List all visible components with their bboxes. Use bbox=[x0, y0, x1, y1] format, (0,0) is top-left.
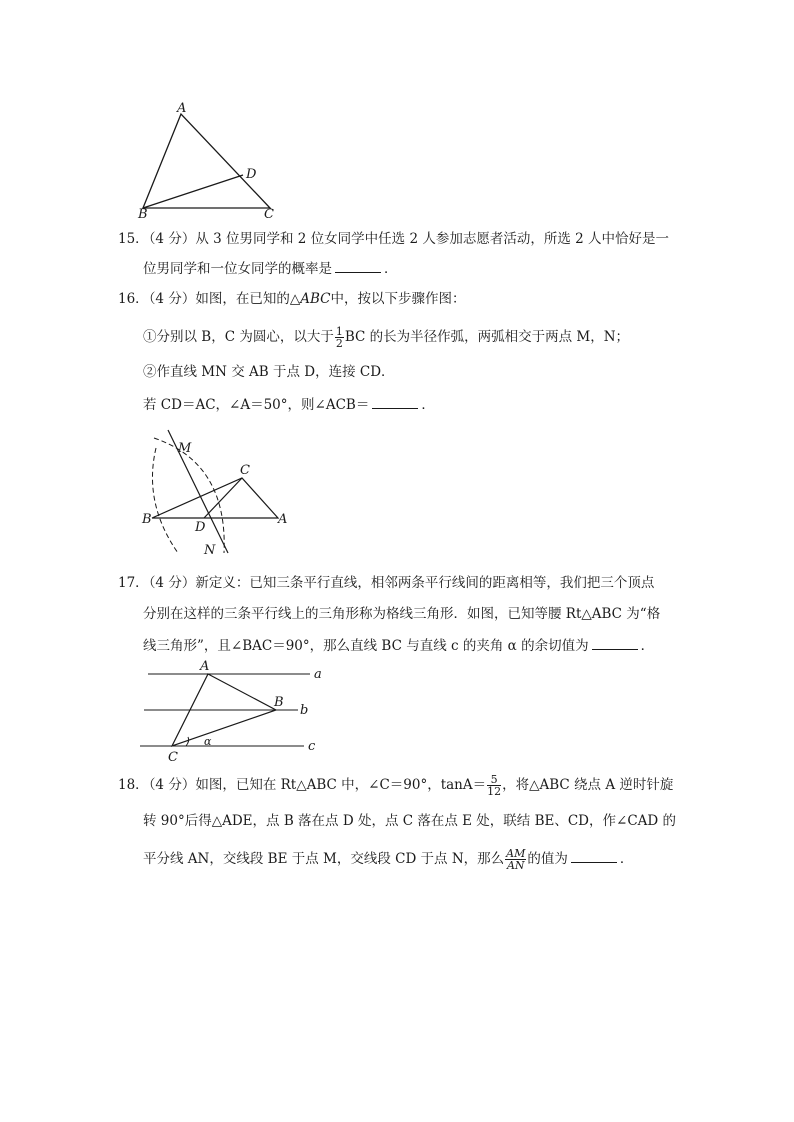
q15-line1 bbox=[118, 230, 669, 248]
q18-tan-fraction bbox=[487, 774, 501, 797]
label-a: A bbox=[200, 659, 210, 674]
label-m: M bbox=[178, 441, 192, 456]
label-c: C bbox=[240, 463, 250, 478]
q16-text1a: 如图，在已知的 bbox=[195, 291, 290, 307]
q18-text3b: 的值为 bbox=[527, 851, 568, 867]
q16-answer-blank bbox=[372, 396, 418, 409]
q17-answer-blank bbox=[592, 637, 638, 650]
q17-line3 bbox=[143, 637, 654, 655]
label-b: B bbox=[274, 695, 284, 710]
q17-line2 bbox=[143, 605, 660, 623]
q15-number: 15． bbox=[118, 231, 149, 247]
q15-line2 bbox=[143, 260, 398, 278]
q18-answer-blank bbox=[571, 850, 617, 863]
q18-text1a: 如图，已知在 Rt△ABC 中，∠C＝90°，tanA＝ bbox=[195, 777, 487, 793]
q17-text2: 分别在这样的三条平行线上的三角形称为格线三角形．如图，已知等腰 Rt△ABC 为“格 bbox=[143, 606, 661, 622]
label-a: A bbox=[278, 512, 288, 527]
q15-answer-blank bbox=[335, 260, 381, 273]
q18-text3a: 平分线 AN，交线段 BE 于点 M，交线段 CD 于点 N，那么 bbox=[143, 851, 505, 867]
label-line-b: b bbox=[300, 703, 309, 718]
label-alpha: α bbox=[204, 735, 212, 748]
q18-line2 bbox=[143, 812, 676, 830]
q16-frac-den: 2 bbox=[335, 337, 343, 350]
label-line-a: a bbox=[314, 667, 322, 682]
label-c: C bbox=[168, 750, 178, 765]
q18-ratio-fraction bbox=[505, 848, 526, 871]
q16-step2 bbox=[143, 363, 395, 381]
q16-line1 bbox=[118, 290, 465, 308]
q16-fraction bbox=[335, 326, 344, 349]
triangle-abc bbox=[143, 114, 270, 208]
q16-step2-text: ②作直线 MN 交 AB 于点 D，连接 CD． bbox=[143, 364, 395, 380]
q16-text1b: 中，按以下步骤作图： bbox=[330, 291, 466, 307]
q16-step1 bbox=[143, 326, 629, 349]
q16-step1-a: ①分别以 B，C 为圆心，以大于 bbox=[143, 329, 334, 345]
q15-text1: 从 3 位男同学和 2 位女同学中任选 2 人参加志愿者活动，所选 2 人中恰好是一 bbox=[195, 231, 670, 247]
label-d: D bbox=[246, 167, 257, 182]
q16-end: ． bbox=[421, 397, 435, 413]
label-b: B bbox=[138, 207, 148, 222]
q18-text2: 转 90°后得△ADE，点 B 落在点 D 处，点 C 落在点 E 处，联结 BE、CD，作∠CAD 的 bbox=[143, 813, 677, 829]
label-line-c: c bbox=[308, 739, 316, 754]
figure-q14-triangle bbox=[130, 100, 290, 220]
q18-line3 bbox=[143, 848, 633, 871]
q16-score: （4 分） bbox=[148, 291, 196, 307]
q16-frac-num: 1 bbox=[335, 325, 343, 338]
q15-score: （4 分） bbox=[148, 231, 196, 247]
label-a: A bbox=[177, 101, 187, 116]
q15-text2: 位男同学和一位女同学的概率是 bbox=[143, 261, 332, 277]
arc-left bbox=[152, 448, 178, 553]
q17-line1 bbox=[118, 574, 654, 592]
q18-text1b: ，将△ABC 绕点 A 逆时针旋 bbox=[502, 777, 674, 793]
q16-number: 16． bbox=[118, 291, 149, 307]
q17-text3: 线三角形”，且∠BAC＝90°，那么直线 BC 与直线 c 的夹角 α 的余切值为 bbox=[143, 638, 589, 654]
q18-tan-num: 5 bbox=[487, 774, 501, 786]
q18-ratio-num: AM bbox=[506, 847, 526, 860]
label-d: D bbox=[195, 520, 206, 535]
q18-score: （4 分） bbox=[148, 777, 196, 793]
label-c: C bbox=[264, 207, 274, 222]
figure-q16-construction bbox=[138, 428, 298, 563]
q16-step1-b: BC 的长为半径作弧，两弧相交于两点 M，N； bbox=[344, 329, 630, 345]
segment-cd bbox=[204, 478, 242, 518]
label-n: N bbox=[204, 543, 216, 558]
q17-score: （4 分） bbox=[148, 575, 196, 591]
q16-text1-tri: △ABC bbox=[289, 291, 331, 307]
figure-q17-grid-triangle bbox=[140, 656, 330, 766]
label-b: B bbox=[142, 512, 152, 527]
q16-line4 bbox=[143, 396, 435, 414]
q16-line4-text: 若 CD＝AC，∠A＝50°，则∠ACB＝ bbox=[143, 397, 370, 413]
segment-bd bbox=[143, 175, 243, 208]
q15-end: ． bbox=[384, 261, 398, 277]
q18-tan-den: 12 bbox=[487, 785, 502, 798]
triangle-abc bbox=[152, 478, 278, 518]
q18-ratio-den: AN bbox=[506, 859, 525, 872]
q18-end: ． bbox=[619, 851, 634, 867]
q18-number: 18． bbox=[118, 777, 149, 793]
q17-end: ． bbox=[640, 638, 655, 654]
q18-line1 bbox=[118, 774, 673, 797]
q17-text1: 新定义：已知三条平行直线，相邻两条平行线间的距离相等，我们把三个顶点 bbox=[195, 575, 655, 591]
q17-number: 17． bbox=[118, 575, 149, 591]
